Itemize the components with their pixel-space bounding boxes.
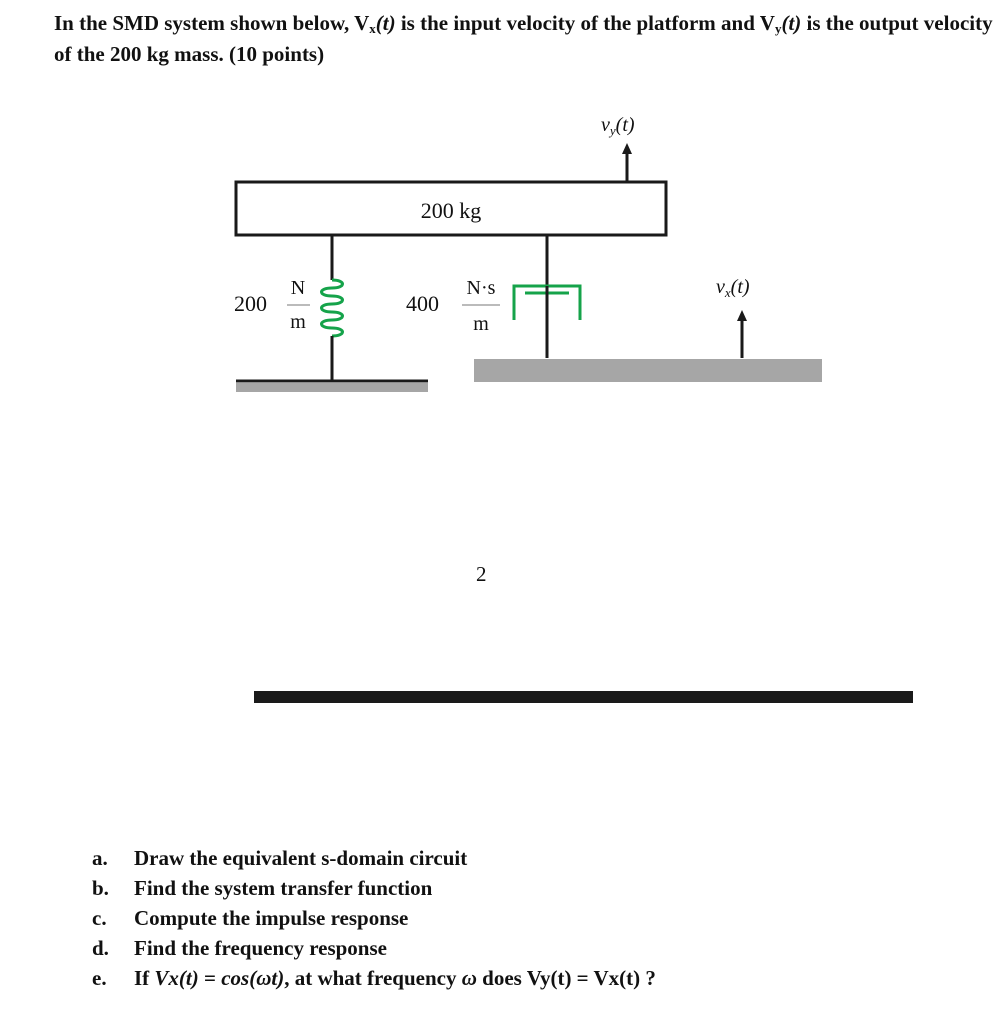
mass-label: 200 kg — [420, 198, 482, 223]
question-item: c. Compute the impulse response — [92, 906, 409, 930]
page-divider — [254, 691, 913, 703]
damper-unit-num: N·s — [466, 277, 496, 299]
output-velocity-label: $v_y(t)$ — [601, 114, 635, 138]
question-e-text: If Vx(t) = cos(ωt), at what frequency ω does Vy(t) = Vx(t) ? — [134, 966, 656, 990]
spring-unit-num: N — [290, 277, 306, 299]
question-item: a. Draw the equivalent s-domain circuit — [92, 846, 468, 870]
platform — [474, 359, 822, 382]
question-item: b. Find the system transfer function — [92, 876, 433, 900]
input-arrow-head-icon — [737, 310, 747, 321]
left-ground-hatch — [236, 383, 428, 392]
input-velocity-label: $v_x(t)$ — [716, 276, 750, 300]
problem-statement: In the SMD system shown below, $V_x(t)$ is the input velocity of the platform and $V_y(t)$ is the output velocity of the 200 kg mass. (10 points) — [54, 11, 993, 66]
spring-unit-den: m — [290, 311, 306, 333]
spring-value: 200 — [234, 291, 267, 316]
question-item: e. If Vx(t) = cos(ωt), at what frequency ω does Vy(t) = Vx(t) ? — [92, 963, 656, 993]
page-number: 2 — [476, 562, 487, 586]
output-arrow-head-icon — [622, 143, 632, 154]
question-item: d. Find the frequency response — [92, 936, 387, 960]
question-list — [92, 843, 656, 993]
damper-value: 400 — [406, 291, 439, 316]
spring-icon — [322, 280, 343, 336]
damper-unit-den: m — [473, 313, 489, 335]
